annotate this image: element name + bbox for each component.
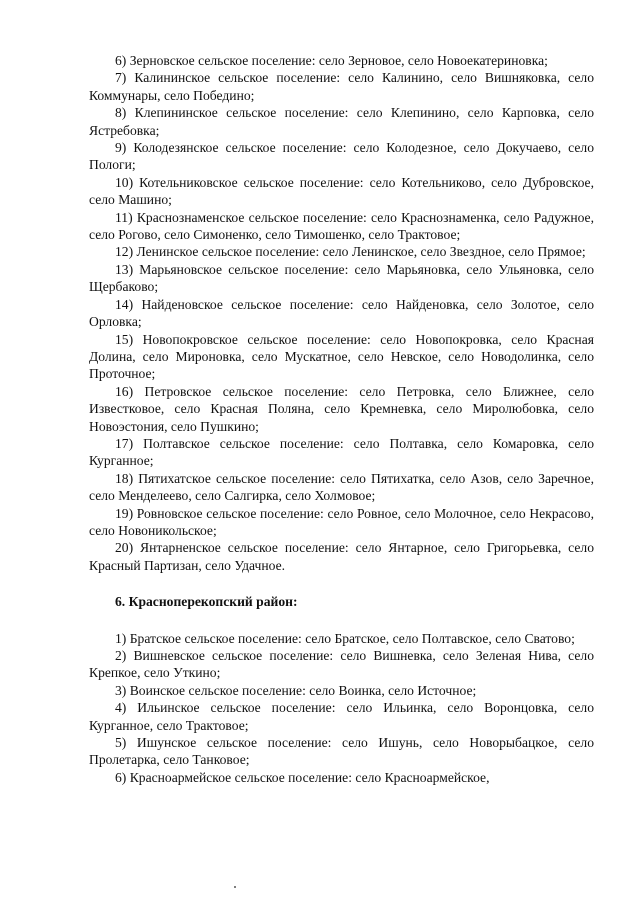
list-item-5: 5) Ишунское сельское поселение: село Ишунь, село Новорыбацкое, село Пролетарка, село Танковое; <box>89 735 594 768</box>
list-item-11: 11) Краснознаменское сельское поселение: село Краснознаменка, село Радужное, село Рогово, село Симоненко, село Тимошенко, село Трактовое; <box>89 209 594 243</box>
settlement-list-krasnoperekopsky <box>89 630 594 787</box>
list-item-16: 16) Петровское сельское поселение: село Петровка, село Ближнее, село Известковое, село Красная Поляна, село Кремневка, село Миролюбовка, село Новоэстония, село Пушкино; <box>89 383 594 434</box>
list-item-13: 13) Марьяновское сельское поселение: село Марьяновка, село Ульяновка, село Щербаково; <box>89 261 594 295</box>
list-item-4: 4) Ильинское сельское поселение: село Ильинка, село Воронцовка, село Курганное, село Трактовое; <box>89 700 594 733</box>
list-item-7: 7) Калининское сельское поселение: село Калинино, село Вишняковка, село Коммунары, село Победино; <box>89 70 594 103</box>
settlement-list-continued <box>89 52 594 574</box>
list-item-10: 10) Котельниковское сельское поселение: село Котельниково, село Дубровское, село Машино; <box>89 174 594 208</box>
list-item-2: 2) Вишневское сельское поселение: село Вишневка, село Зеленая Нива, село Крепкое, село Уткино; <box>89 648 594 681</box>
document-body <box>89 52 594 786</box>
list-item-14: 14) Найденовское сельское поселение: село Найденовка, село Золотое, село Орловка; <box>89 296 594 330</box>
list-item-9: 9) Колодезянское сельское поселение: село Колодезное, село Докучаево, село Пологи; <box>89 140 594 173</box>
list-item-3: 3) Воинское сельское поселение: село Воинка, село Источное; <box>115 682 477 698</box>
list-item-1: 1) Братское сельское поселение: село Братское, село Полтавское, село Сватово; <box>115 630 575 646</box>
list-item-8: 8) Клепининское сельское поселение: село Клепинино, село Карповка, село Ястребовка; <box>89 105 594 138</box>
list-item-18: 18) Пятихатское сельское поселение: село Пятихатка, село Азов, село Заречное, село Менделеево, село Салгирка, село Холмовое; <box>89 470 594 504</box>
list-item-6-krasnoarmeyskoe: 6) Красноармейское сельское поселение: село Красноармейское, <box>115 769 490 785</box>
list-item-17: 17) Полтавское сельское поселение: село Полтавка, село Комаровка, село Курганное; <box>89 435 594 469</box>
section-heading: 6. Красноперекопский район: <box>115 594 298 610</box>
list-item-19: 19) Ровновское сельское поселение: село Ровное, село Молочное, село Некрасово, село Новоникольское; <box>89 505 594 538</box>
scan-speck <box>234 886 236 888</box>
list-item-20: 20) Янтарненское сельское поселение: село Янтарное, село Григорьевка, село Красный Партизан, село Удачное. <box>89 540 594 573</box>
list-item-6: 6) Зерновское сельское поселение: село Зерновое, село Новоекатериновка; <box>115 53 548 68</box>
list-item-15: 15) Новопокровское сельское поселение: село Новопокровка, село Красная Долина, село Мироновка, село Мускатное, село Невское, село Новодолинка, село Проточное; <box>89 331 594 382</box>
list-item-12: 12) Ленинское сельское поселение: село Ленинское, село Звездное, село Прямое; <box>115 244 586 260</box>
